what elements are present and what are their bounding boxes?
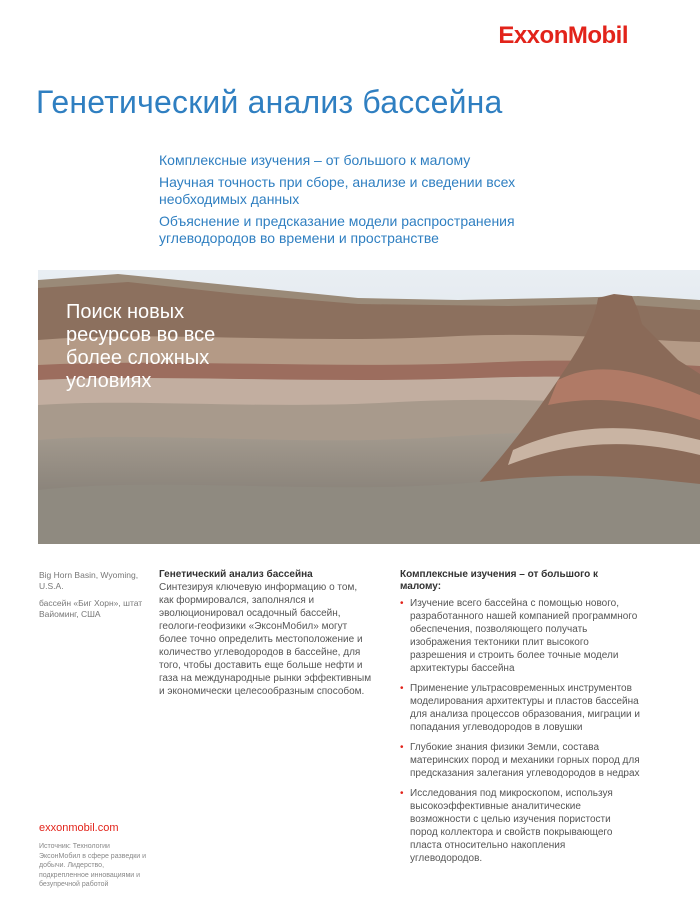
bullet-icon: • [400, 683, 404, 694]
bullet-icon: • [400, 742, 404, 753]
bullet-item [400, 682, 640, 734]
bullet-item [400, 741, 640, 780]
main-section-heading: Генетический анализ бассейна [159, 569, 313, 580]
bullet-text: Применение ультрасовременных инструментов моделирования архитектуры и пластов бассейна для анализа процессов образования, миграции и попадания углеводородов в ловушки [410, 683, 641, 733]
subtitle-list [159, 152, 579, 252]
subtitle-item: Комплексные изучения – от большого к малому [159, 152, 471, 168]
bullet-icon: • [400, 788, 404, 799]
subtitle-item: Научная точность при сборе, анализе и сведении всех необходимых данных [159, 174, 516, 207]
caption-english: Big Horn Basin, Wyoming, U.S.A. [39, 570, 139, 591]
exxonmobil-logo: ExxonMobil [498, 22, 628, 49]
bullet-item [400, 787, 640, 865]
approach-bullet-list [400, 597, 640, 865]
right-text-column [400, 569, 640, 872]
bullet-text: Исследования под микроскопом, используя высокоэффективные аналитические возможности с целью изучения пористости пород коллектора и свойств покрывающего пласта относительно накопления углеводородов. [410, 788, 613, 864]
right-section-heading: Комплексные изучения – от большого к малому: [400, 569, 599, 592]
photo-overlay-text: Поиск новых ресурсов во все более сложных условиях [66, 301, 216, 392]
source-note: Источник: Технологии ЭксонМобил в сфере разведки и добычи. Лидерство, подкрепленное инновациями и безупречной работой [39, 843, 147, 888]
bullet-item [400, 597, 640, 675]
main-text-column [159, 569, 374, 698]
bullet-text: Глубокие знания физики Земли, состава материнских пород и механики горных пород для предсказания залегания углеводородов в недрах [410, 742, 640, 779]
caption-russian: бассейн «Биг Хорн», штат Вайоминг, США [39, 598, 143, 619]
bullet-text: Изучение всего бассейна с помощью нового, разработанного нашей компанией программного обеспечения, позволяющего получать изображения тектоники плит высокого разрешения и строить более точные модели архитектуры бассейна [410, 598, 638, 674]
main-section-body: Синтезируя ключевую информацию о том, как формировался, заполнялся и эволюционировал осадочный бассейн, геологи-геофизики «ЭксонМобил» могут более точно определить местоположение и количество углеводородов в бассейне, для того, чтобы доставить еще больше нефти и газа на международные рынки эффективным и экономически целесообразным способом. [159, 582, 372, 697]
page-title: Генетический анализ бассейна [36, 84, 503, 120]
photo-caption [39, 570, 147, 626]
landscape-photo [38, 270, 700, 544]
website-link[interactable]: exxonmobil.com [39, 822, 119, 834]
bullet-icon: • [400, 598, 404, 609]
subtitle-item: Объяснение и предсказание модели распространения углеводородов во времени и пространстве [159, 213, 515, 246]
